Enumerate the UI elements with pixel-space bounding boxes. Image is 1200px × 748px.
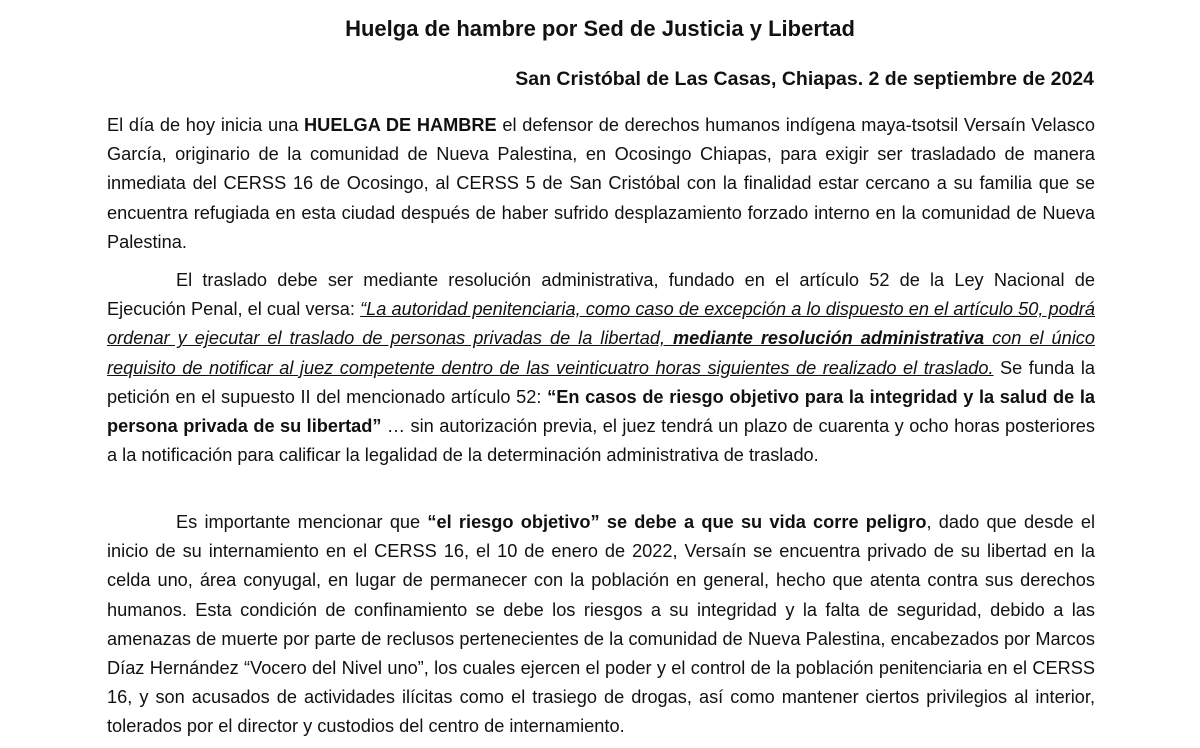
paragraph-2-quote-1: “La autoridad penitenciaria, como caso de excepción a lo dispuesto en el artículo 50, podrá ordenar y ejecutar el traslado de personas privadas de la libertad,: [107, 299, 1096, 349]
paragraph-2-text-2: Se funda la petición en el supuesto II del mencionado artículo 52:: [107, 357, 1095, 407]
paragraph-2-quote-bold: mediante resolución administrativa: [673, 328, 985, 349]
paragraph-3-bold-1: “el riesgo objetivo” se debe a que su vida corre peligro: [427, 512, 927, 532]
paragraph-1: [107, 111, 1095, 257]
paragraph-2: [107, 266, 1095, 470]
paragraph-2-bold-1: “En casos de riesgo objetivo para la integridad y la salud de la persona privada de su libertad”: [107, 386, 1095, 437]
paragraph-2-quote-2: con el único requisito de notificar al juez competente dentro de las veinticuatro horas siguientes de realizado el traslado.: [107, 328, 1095, 378]
paragraph-1-bold-1: HUELGA DE HAMBRE: [304, 115, 497, 135]
document-title: Huelga de hambre por Sed de Justicia y Libertad: [345, 16, 855, 41]
paragraph-1-text-2: el defensor de derechos humanos indígena maya-tsotsil Versaín Velasco García, originario de la comunidad de Nueva Palestina, en Ocosingo Chiapas, para exigir ser trasladado de manera inmediata del CERSS 16 de Ocosingo, al CERSS 5 de San Cristóbal con la finalidad estar cercano a su familia que se encuentra refugiada en esta ciudad después de haber sufrido desplazamiento forzado interno en la comunidad de Nueva Palestina.: [107, 115, 1096, 252]
paragraph-2-text-1: El traslado debe ser mediante resolución administrativa, fundado en el artículo 52 de la Ley Nacional de Ejecución Penal, el cual versa:: [107, 270, 1095, 320]
paragraph-3-text-1: Es importante mencionar que: [176, 512, 428, 532]
paragraph-1-text-1: El día de hoy inicia una: [107, 115, 305, 135]
dateline: San Cristóbal de Las Casas, Chiapas. 2 de septiembre de 2024: [515, 68, 1094, 90]
paragraph-3-text-2: , dado que desde el inicio de su internamiento en el CERSS 16, el 10 de enero de 2022, Versaín se encuentra privado de su libertad en la celda uno, área conyugal, en lugar de permanecer con la población en general, hecho que atenta contra sus derechos humanos. Esta condición de confinamiento se debe los riesgos a su integridad y la falta de seguridad, debido a las amenazas de muerte por parte de reclusos pertenecientes de la comunidad de Nueva Palestina, encabezados por Marcos Díaz Hernández “Vocero del Nivel uno”, los cuales ejercen el poder y el control de la población penitenciaria en el CERSS 16, y son acusados de actividades ilícitas como el trasiego de drogas, así como mantener ciertos privilegios al interior, tolerados por el director y custodios del centro de internamiento.: [107, 512, 1095, 737]
paragraph-2-text-3: … sin autorización previa, el juez tendrá un plazo de cuarenta y ocho horas posteriores a la notificación para calificar la legalidad de la determinación administrativa de traslado.: [107, 416, 1095, 466]
paragraph-3: [107, 508, 1095, 742]
